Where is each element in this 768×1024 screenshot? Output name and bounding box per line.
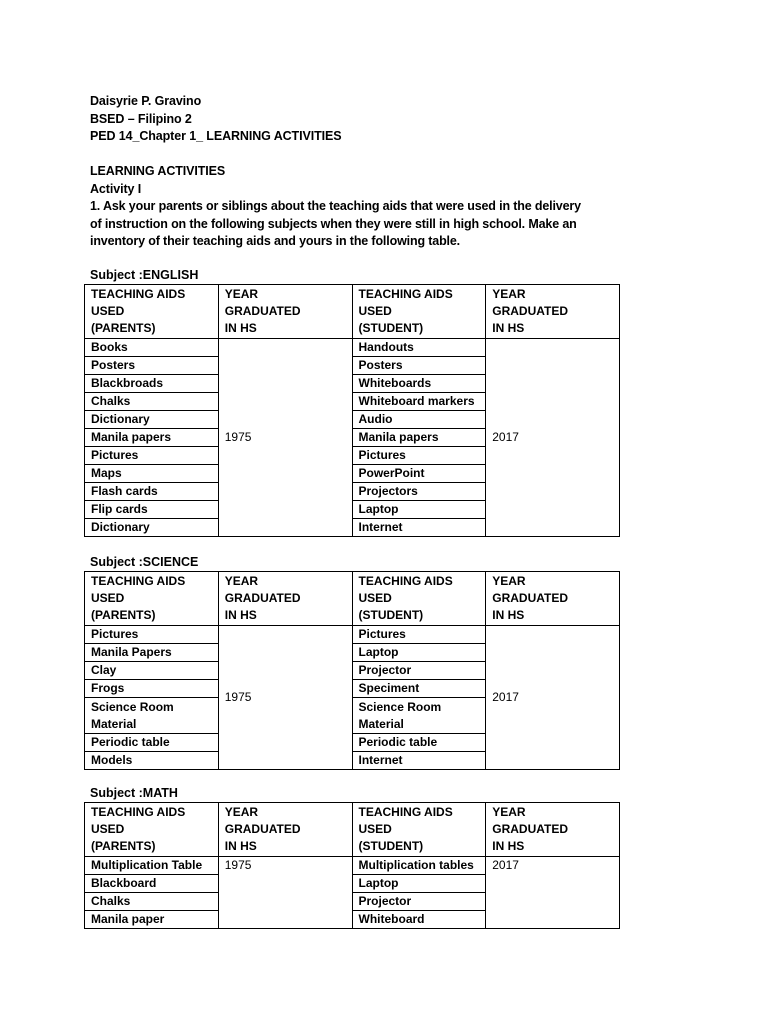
student-year-cell: 2017 [486,857,620,929]
parents-aid-cell: Pictures [85,447,219,465]
header-line: USED [358,822,392,836]
author-name: Daisyrie P. Gravino [90,94,202,108]
student-aid-cell: Speciment [352,680,486,698]
header-line: GRADUATED [224,591,301,605]
header-line: (PARENTS) [91,608,156,622]
header-year-graduated [486,803,620,857]
student-aid-cell: Audio [352,411,486,429]
table-header-row [85,285,620,339]
header-parents-aids [85,285,219,339]
header-year-graduated [486,285,620,339]
header-line: USED [91,304,125,318]
parents-aid-cell: Pictures [85,626,219,644]
header-parents-aids [85,572,219,626]
student-aid-cell: Internet [352,519,486,537]
table-row [85,626,620,644]
parents-aid-cell: Clay [85,662,219,680]
student-aid-cell: Projector [352,893,486,911]
table-row [85,339,620,357]
header-line: USED [91,822,125,836]
parents-aid-cell: Flash cards [85,483,219,501]
chapter-line: PED 14_Chapter 1_ LEARNING ACTIVITIES [90,129,342,143]
header-line: YEAR [492,287,526,301]
course-line: BSED – Filipino 2 [90,111,192,126]
parents-aid-cell: Posters [85,357,219,375]
parents-aid-cell: Chalks [85,393,219,411]
parents-aid-cell: Manila Papers [85,644,219,662]
table-row [85,857,620,875]
student-aid-cell: Whiteboards [352,375,486,393]
student-aid-cell: Periodic table [352,734,486,752]
header-line: USED [358,591,392,605]
instruction-paragraph: 1. Ask your parents or siblings about the teaching aids that were used in the delivery of instruction on the following subjects when they were still in high school. Make an inventory of their teaching aids and yours in the following table. [90,199,581,248]
header-line: IN HS [492,839,525,853]
parents-aid-cell: Multiplication Table [85,857,219,875]
parents-aid-cell: Frogs [85,680,219,698]
header-line: IN HS [492,608,525,622]
student-aid-cell: Whiteboard markers [352,393,486,411]
header-line: (STUDENT) [358,321,424,335]
student-year-cell: 2017 [486,339,620,537]
section-heading [90,163,225,198]
header-line: TEACHING AIDS [91,287,186,301]
parents-year-cell: 1975 [218,857,352,929]
header-line: IN HS [224,608,257,622]
student-aid-cell: Pictures [352,447,486,465]
student-aid-cell: Science Room Material [352,698,486,734]
table-math [84,802,620,929]
parents-aid-cell: Periodic table [85,734,219,752]
parents-aid-cell: Books [85,339,219,357]
student-aid-cell: Projector [352,662,486,680]
parents-aid-cell: Manila paper [85,911,219,929]
table-english [84,284,620,537]
header-student-aids [352,285,486,339]
subject-label-science: Subject :SCIENCE [90,555,199,569]
activity-title: Activity I [90,181,142,196]
header-line: GRADUATED [492,822,569,836]
header-year-graduated [486,572,620,626]
header-line: IN HS [224,839,257,853]
header-line: TEACHING AIDS [358,287,453,301]
student-aid-cell: Whiteboard [352,911,486,929]
student-aid-cell: Laptop [352,875,486,893]
parents-aid-cell: Flip cards [85,501,219,519]
header-line: GRADUATED [224,304,301,318]
document-header [90,93,341,146]
header-line: TEACHING AIDS [358,805,453,819]
header-line: TEACHING AIDS [91,805,186,819]
section-title: LEARNING ACTIVITIES [90,164,226,178]
parents-aid-cell: Dictionary [85,411,219,429]
header-line: USED [91,591,125,605]
header-line: GRADUATED [492,304,569,318]
table-science [84,571,620,770]
parents-aid-cell: Blackbroads [85,375,219,393]
header-year-graduated [218,803,352,857]
student-aid-cell: Laptop [352,501,486,519]
parents-year-cell: 1975 [218,339,352,537]
table-header-row [85,803,620,857]
parents-aid-cell: Dictionary [85,519,219,537]
student-aid-cell: Pictures [352,626,486,644]
parents-year-cell: 1975 [218,626,352,770]
student-aid-cell: Manila papers [352,429,486,447]
parents-aid-cell: Models [85,752,219,770]
header-line: USED [358,304,392,318]
student-aid-cell: Internet [352,752,486,770]
parents-aid-cell: Science Room Material [85,698,219,734]
parents-aid-cell: Chalks [85,893,219,911]
header-line: TEACHING AIDS [91,574,186,588]
header-student-aids [352,572,486,626]
student-aid-cell: Posters [352,357,486,375]
table-header-row [85,572,620,626]
student-aid-cell: PowerPoint [352,465,486,483]
header-student-aids [352,803,486,857]
header-line: GRADUATED [492,591,569,605]
student-aid-cell: Laptop [352,644,486,662]
header-line: YEAR [492,574,526,588]
header-line: IN HS [492,321,525,335]
header-line: YEAR [224,287,259,301]
header-line: YEAR [492,805,526,819]
header-year-graduated [218,285,352,339]
student-year-cell: 2017 [486,626,620,770]
student-aid-cell: Projectors [352,483,486,501]
student-aid-cell: Handouts [352,339,486,357]
header-line: YEAR [224,574,259,588]
header-parents-aids [85,803,219,857]
parents-aid-cell: Maps [85,465,219,483]
header-line: TEACHING AIDS [358,574,453,588]
header-line: (PARENTS) [91,839,156,853]
subject-label-math: Subject :MATH [90,786,178,800]
parents-aid-cell: Manila papers [85,429,219,447]
header-line: (STUDENT) [358,839,424,853]
header-line: IN HS [224,321,257,335]
header-line: (PARENTS) [91,321,156,335]
header-line: GRADUATED [224,822,301,836]
subject-label-english: Subject :ENGLISH [90,268,199,282]
parents-aid-cell: Blackboard [85,875,219,893]
header-line: (STUDENT) [358,608,424,622]
header-year-graduated [218,572,352,626]
student-aid-cell: Multiplication tables [352,857,486,875]
header-line: YEAR [224,805,259,819]
